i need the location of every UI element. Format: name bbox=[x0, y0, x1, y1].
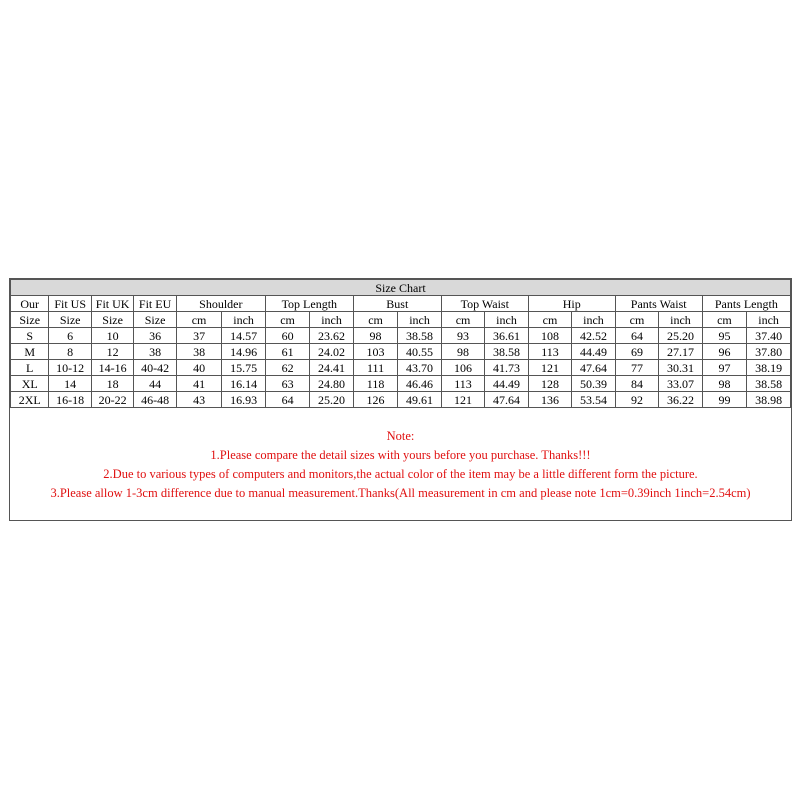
value-cell: 30.31 bbox=[659, 360, 702, 376]
value-cell: 44.49 bbox=[485, 376, 528, 392]
value-cell: 43.70 bbox=[398, 360, 441, 376]
value-cell: 111 bbox=[353, 360, 398, 376]
value-cell: 121 bbox=[441, 392, 484, 408]
us-cell: 16-18 bbox=[49, 392, 91, 408]
table-row bbox=[11, 344, 791, 360]
value-cell: 38.58 bbox=[747, 376, 791, 392]
eu-cell: 40-42 bbox=[134, 360, 176, 376]
value-cell: 60 bbox=[265, 328, 310, 344]
notes-section bbox=[10, 427, 791, 503]
value-cell: 15.75 bbox=[222, 360, 265, 376]
value-cell: 24.02 bbox=[310, 344, 353, 360]
value-cell: 14.57 bbox=[222, 328, 265, 344]
value-cell: 25.20 bbox=[659, 328, 702, 344]
value-cell: 103 bbox=[353, 344, 398, 360]
uk-cell: 20-22 bbox=[91, 392, 133, 408]
value-cell: 50.39 bbox=[572, 376, 615, 392]
value-cell: 113 bbox=[441, 376, 484, 392]
note-heading: Note: bbox=[386, 429, 415, 443]
value-cell: 69 bbox=[615, 344, 658, 360]
value-cell: 118 bbox=[353, 376, 398, 392]
value-cell: 41.73 bbox=[485, 360, 528, 376]
uk-cell: 14-16 bbox=[91, 360, 133, 376]
value-cell: 25.20 bbox=[310, 392, 353, 408]
value-cell: 24.41 bbox=[310, 360, 353, 376]
uk-cell: 12 bbox=[91, 344, 133, 360]
unit-cm: cm bbox=[353, 312, 398, 328]
eu-cell: 36 bbox=[134, 328, 176, 344]
note-item: 1.Please compare the detail sizes with yours before you purchase. Thanks!!! bbox=[210, 448, 591, 462]
value-cell: 98 bbox=[353, 328, 398, 344]
value-cell: 27.17 bbox=[659, 344, 702, 360]
unit-inch: inch bbox=[747, 312, 791, 328]
value-cell: 64 bbox=[265, 392, 310, 408]
table-row bbox=[11, 376, 791, 392]
chart-title: Size Chart bbox=[11, 280, 791, 296]
us-cell: 6 bbox=[49, 328, 91, 344]
top-waist-header: Top Waist bbox=[441, 296, 528, 312]
table-row bbox=[11, 392, 791, 408]
fit-uk-subheader: Size bbox=[91, 312, 133, 328]
unit-row bbox=[11, 312, 791, 328]
value-cell: 37.80 bbox=[747, 344, 791, 360]
value-cell: 98 bbox=[441, 344, 484, 360]
value-cell: 37.40 bbox=[747, 328, 791, 344]
value-cell: 136 bbox=[528, 392, 571, 408]
value-cell: 16.14 bbox=[222, 376, 265, 392]
value-cell: 96 bbox=[702, 344, 747, 360]
fit-us-header: Fit US bbox=[49, 296, 91, 312]
value-cell: 24.80 bbox=[310, 376, 353, 392]
fit-uk-header: Fit UK bbox=[91, 296, 133, 312]
value-cell: 46.46 bbox=[398, 376, 441, 392]
value-cell: 108 bbox=[528, 328, 571, 344]
value-cell: 38.19 bbox=[747, 360, 791, 376]
note-item: 3.Please allow 1-3cm difference due to manual measurement.Thanks(All measurement in cm and please note 1cm=0.39inch 1inch=2.54cm) bbox=[50, 486, 751, 500]
fit-eu-subheader: Size bbox=[134, 312, 176, 328]
value-cell: 99 bbox=[702, 392, 747, 408]
value-cell: 44.49 bbox=[572, 344, 615, 360]
unit-inch: inch bbox=[659, 312, 702, 328]
shoulder-header: Shoulder bbox=[176, 296, 265, 312]
value-cell: 47.64 bbox=[572, 360, 615, 376]
fit-eu-header: Fit EU bbox=[134, 296, 176, 312]
value-cell: 37 bbox=[176, 328, 222, 344]
top-length-header: Top Length bbox=[265, 296, 353, 312]
unit-cm: cm bbox=[702, 312, 747, 328]
value-cell: 77 bbox=[615, 360, 658, 376]
size-cell: XL bbox=[11, 376, 49, 392]
value-cell: 93 bbox=[441, 328, 484, 344]
value-cell: 43 bbox=[176, 392, 222, 408]
value-cell: 14.96 bbox=[222, 344, 265, 360]
value-cell: 113 bbox=[528, 344, 571, 360]
value-cell: 84 bbox=[615, 376, 658, 392]
unit-cm: cm bbox=[615, 312, 658, 328]
size-chart bbox=[9, 278, 792, 521]
value-cell: 42.52 bbox=[572, 328, 615, 344]
size-cell: S bbox=[11, 328, 49, 344]
value-cell: 64 bbox=[615, 328, 658, 344]
value-cell: 33.07 bbox=[659, 376, 702, 392]
value-cell: 98 bbox=[702, 376, 747, 392]
size-cell: 2XL bbox=[11, 392, 49, 408]
hip-header: Hip bbox=[528, 296, 615, 312]
value-cell: 40.55 bbox=[398, 344, 441, 360]
value-cell: 126 bbox=[353, 392, 398, 408]
bust-header: Bust bbox=[353, 296, 441, 312]
table-row bbox=[11, 328, 791, 344]
unit-inch: inch bbox=[398, 312, 441, 328]
size-cell: M bbox=[11, 344, 49, 360]
value-cell: 16.93 bbox=[222, 392, 265, 408]
eu-cell: 44 bbox=[134, 376, 176, 392]
unit-inch: inch bbox=[310, 312, 353, 328]
unit-inch: inch bbox=[572, 312, 615, 328]
value-cell: 95 bbox=[702, 328, 747, 344]
us-cell: 10-12 bbox=[49, 360, 91, 376]
value-cell: 63 bbox=[265, 376, 310, 392]
size-cell: L bbox=[11, 360, 49, 376]
value-cell: 49.61 bbox=[398, 392, 441, 408]
pants-length-header: Pants Length bbox=[702, 296, 790, 312]
unit-cm: cm bbox=[265, 312, 310, 328]
value-cell: 38.98 bbox=[747, 392, 791, 408]
value-cell: 38 bbox=[176, 344, 222, 360]
pants-waist-header: Pants Waist bbox=[615, 296, 702, 312]
value-cell: 53.54 bbox=[572, 392, 615, 408]
note-item: 2.Due to various types of computers and monitors,the actual color of the item may be a little different form the picture. bbox=[103, 467, 698, 481]
value-cell: 128 bbox=[528, 376, 571, 392]
value-cell: 47.64 bbox=[485, 392, 528, 408]
uk-cell: 18 bbox=[91, 376, 133, 392]
unit-cm: cm bbox=[441, 312, 484, 328]
size-table bbox=[10, 279, 791, 408]
our-size-subheader: Size bbox=[11, 312, 49, 328]
value-cell: 40 bbox=[176, 360, 222, 376]
fit-us-subheader: Size bbox=[49, 312, 91, 328]
uk-cell: 10 bbox=[91, 328, 133, 344]
value-cell: 23.62 bbox=[310, 328, 353, 344]
unit-inch: inch bbox=[222, 312, 265, 328]
us-cell: 8 bbox=[49, 344, 91, 360]
header-row bbox=[11, 296, 791, 312]
value-cell: 38.58 bbox=[398, 328, 441, 344]
value-cell: 97 bbox=[702, 360, 747, 376]
value-cell: 106 bbox=[441, 360, 484, 376]
value-cell: 41 bbox=[176, 376, 222, 392]
value-cell: 121 bbox=[528, 360, 571, 376]
our-size-header: Our bbox=[11, 296, 49, 312]
eu-cell: 46-48 bbox=[134, 392, 176, 408]
table-row bbox=[11, 360, 791, 376]
value-cell: 36.22 bbox=[659, 392, 702, 408]
unit-inch: inch bbox=[485, 312, 528, 328]
value-cell: 61 bbox=[265, 344, 310, 360]
us-cell: 14 bbox=[49, 376, 91, 392]
value-cell: 62 bbox=[265, 360, 310, 376]
unit-cm: cm bbox=[528, 312, 571, 328]
value-cell: 38.58 bbox=[485, 344, 528, 360]
eu-cell: 38 bbox=[134, 344, 176, 360]
unit-cm: cm bbox=[176, 312, 222, 328]
value-cell: 92 bbox=[615, 392, 658, 408]
value-cell: 36.61 bbox=[485, 328, 528, 344]
